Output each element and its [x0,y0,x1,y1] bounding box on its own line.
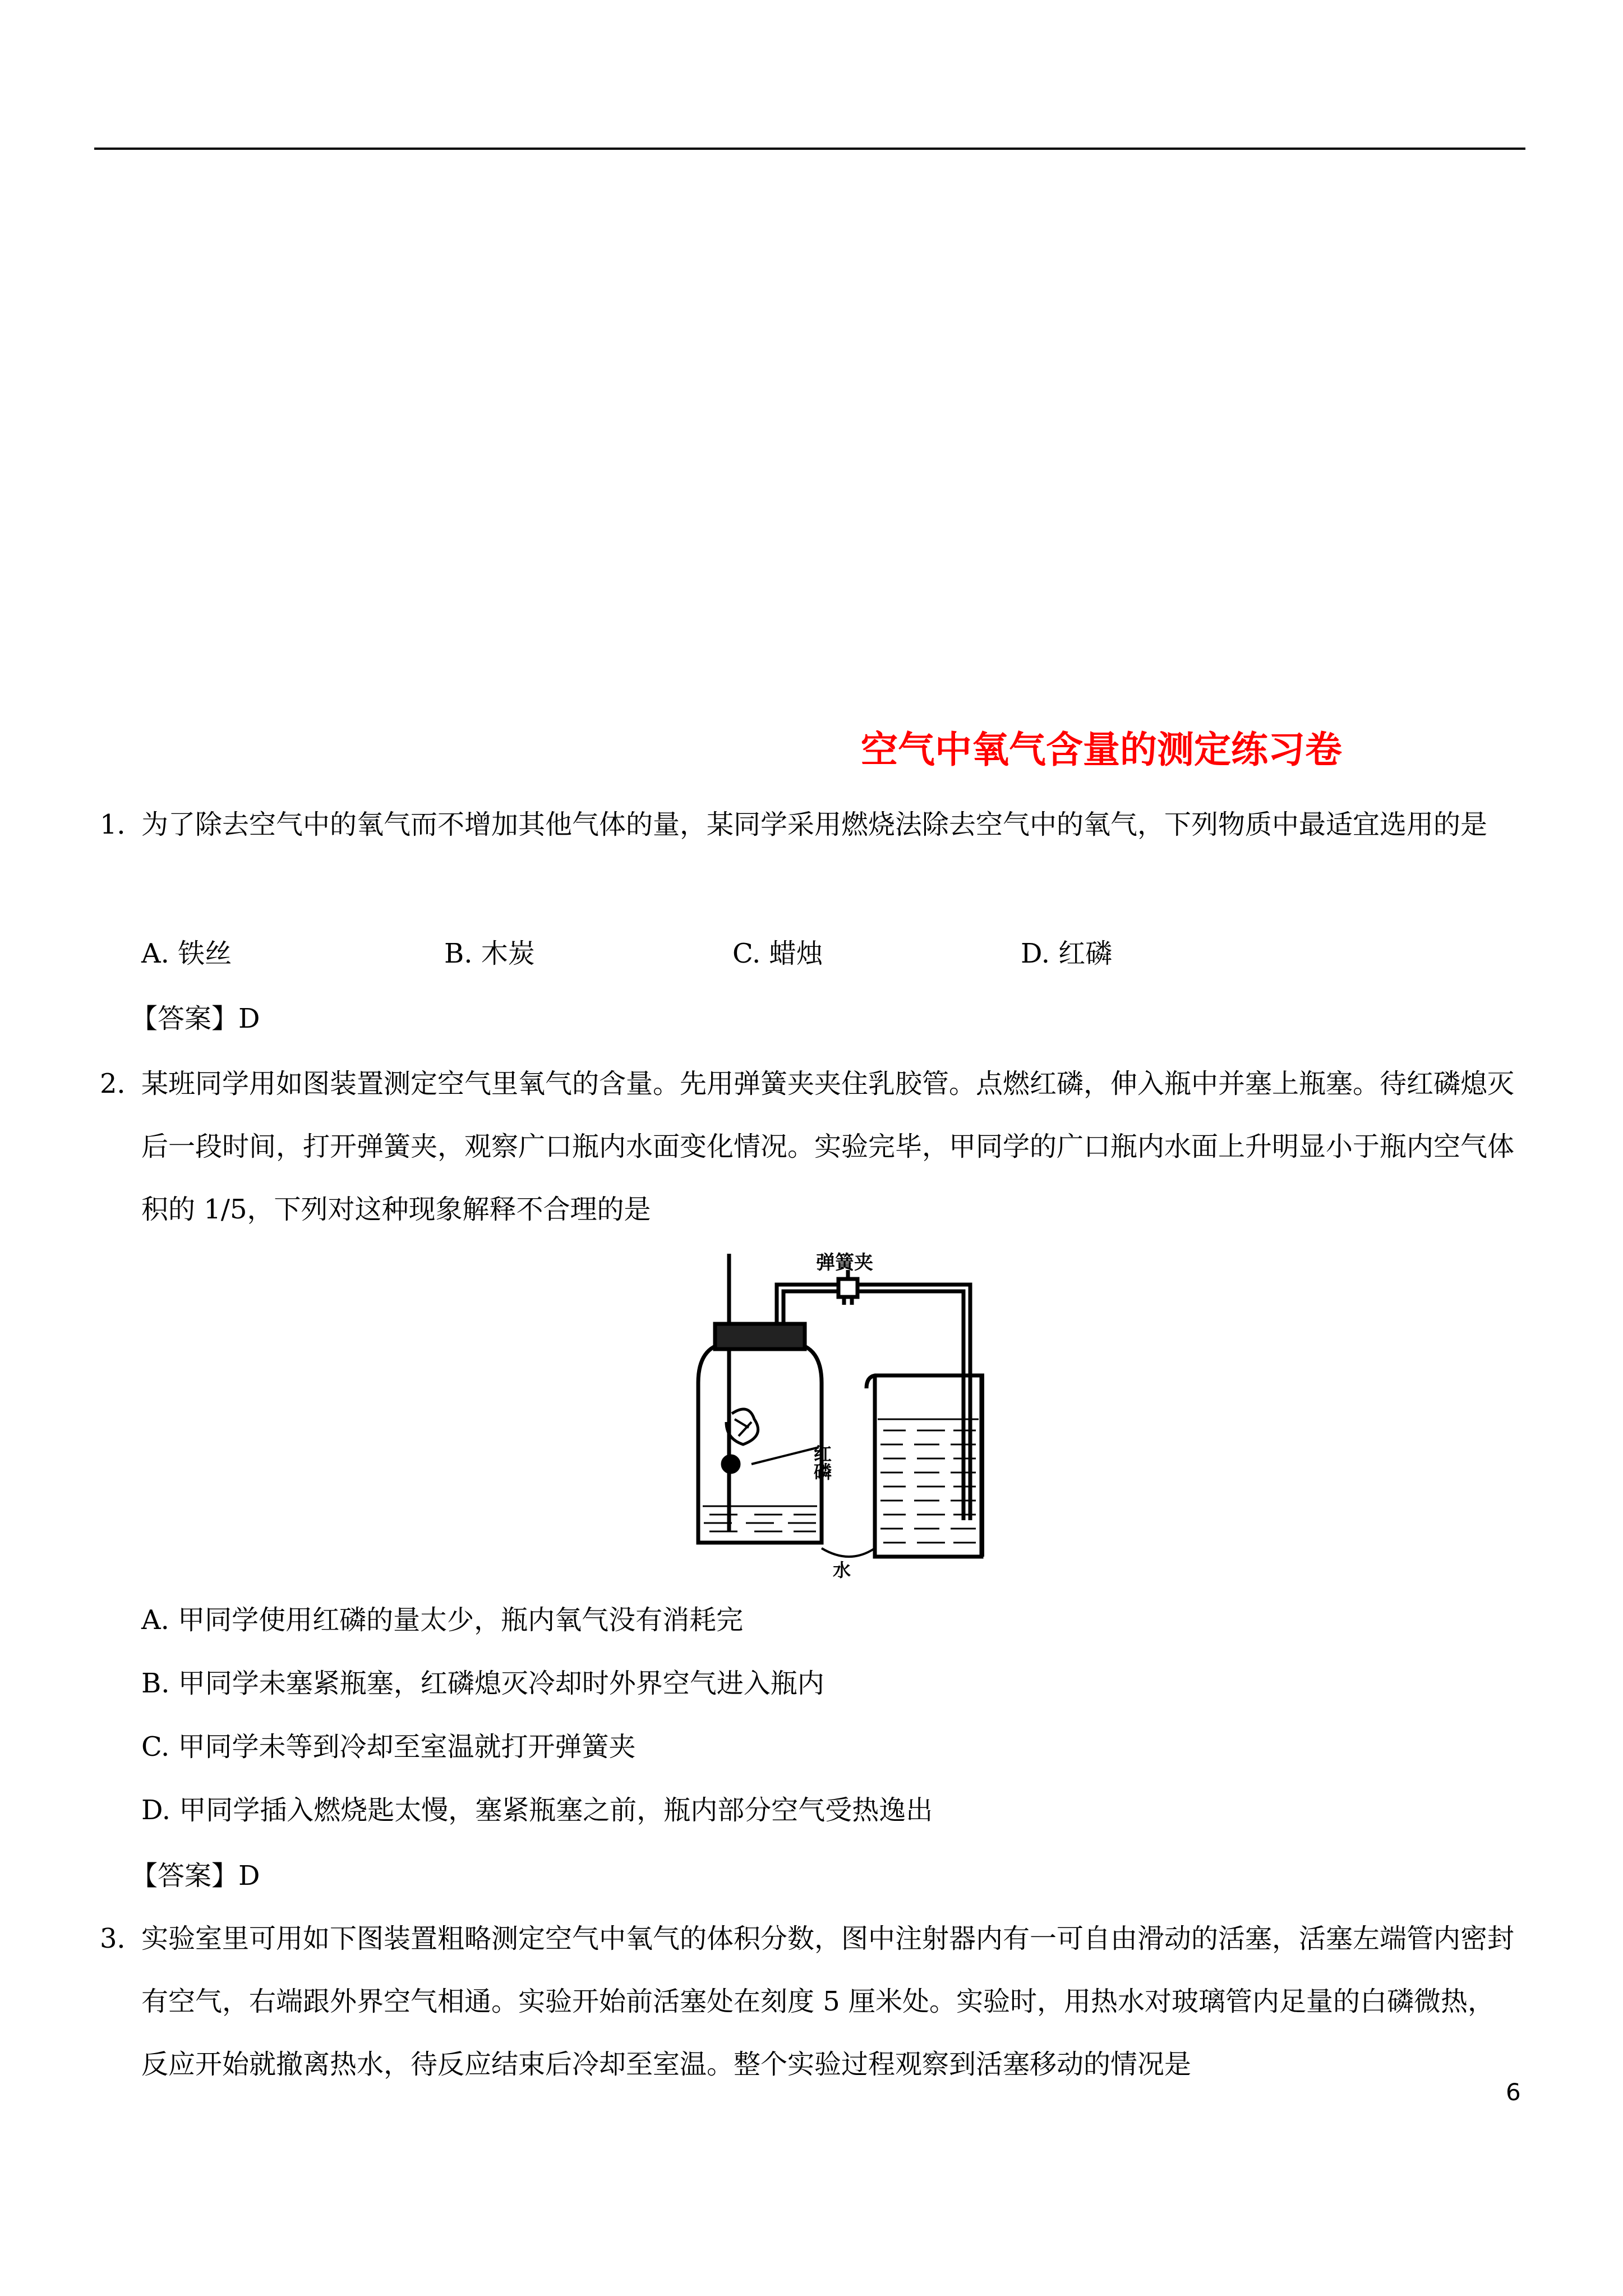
label-phosphorus: 红磷 [811,1444,832,1480]
question-text: 为了除去空气中的氧气而不增加其他气体的量，某同学采用燃烧法除去空气中的氧气，下列物质中最适宜选用的是 [141,809,1488,840]
question-1 [100,793,1519,856]
question-text: 某班同学用如图装置测定空气里氧气的含量。先用弹簧夹夹住乳胶管。点燃红磷，伸入瓶中并塞上瓶塞。待红磷熄灭后一段时间，打开弹簧夹，观察广口瓶内水面变化情况。实验完毕，甲同学的广口瓶内水面上升明显小于瓶内空气体积的 1/5，下列对这种现象解释不合理的是 [141,1068,1515,1225]
apparatus-figure [681,1251,984,1579]
question-1-option-a: A. 铁丝 [141,938,232,969]
question-2-option-b: B. 甲同学未塞紧瓶塞，红磷熄灭冷却时外界空气进入瓶内 [141,1668,824,1699]
question-3 [100,1907,1519,2096]
question-1-option-d: D. 红磷 [1021,938,1113,969]
question-2-answer: 【答案】D [131,1860,260,1892]
question-2-option-d: D. 甲同学插入燃烧匙太慢，塞紧瓶塞之前，瓶内部分空气受热逸出 [141,1795,933,1826]
question-number: 3． [100,1923,144,1954]
question-number: 2． [100,1068,144,1099]
page-title: 空气中氧气含量的测定练习卷 [861,728,1342,771]
question-2-option-c: C. 甲同学未等到冷却至室温就打开弹簧夹 [141,1731,636,1763]
question-2 [100,1052,1519,1241]
question-1-option-c: C. 蜡烛 [732,938,823,969]
label-water: 水 [833,1559,851,1579]
page-number: 6 [1506,2078,1521,2106]
question-1-answer: 【答案】D [131,1003,260,1034]
question-text: 实验室里可用如下图装置粗略测定空气中氧气的体积分数，图中注射器内有一可自由滑动的活塞，活塞左端管内密封有空气，右端跟外界空气相通。实验开始前活塞处在刻度 5 厘米处。实验时，用热水对玻璃管内足量的白磷微热，反应开始就撤离热水，待反应结束后冷却至室温。整个实验过程观察到活塞移动的情况是 [141,1923,1515,2080]
question-2-option-a: A. 甲同学使用红磷的量太少，瓶内氧气没有消耗完 [141,1604,744,1636]
question-number: 1． [100,809,144,840]
label-clamp: 弹簧夹 [816,1251,873,1274]
header-rule [94,148,1525,150]
question-1-option-b: B. 木炭 [444,938,535,969]
